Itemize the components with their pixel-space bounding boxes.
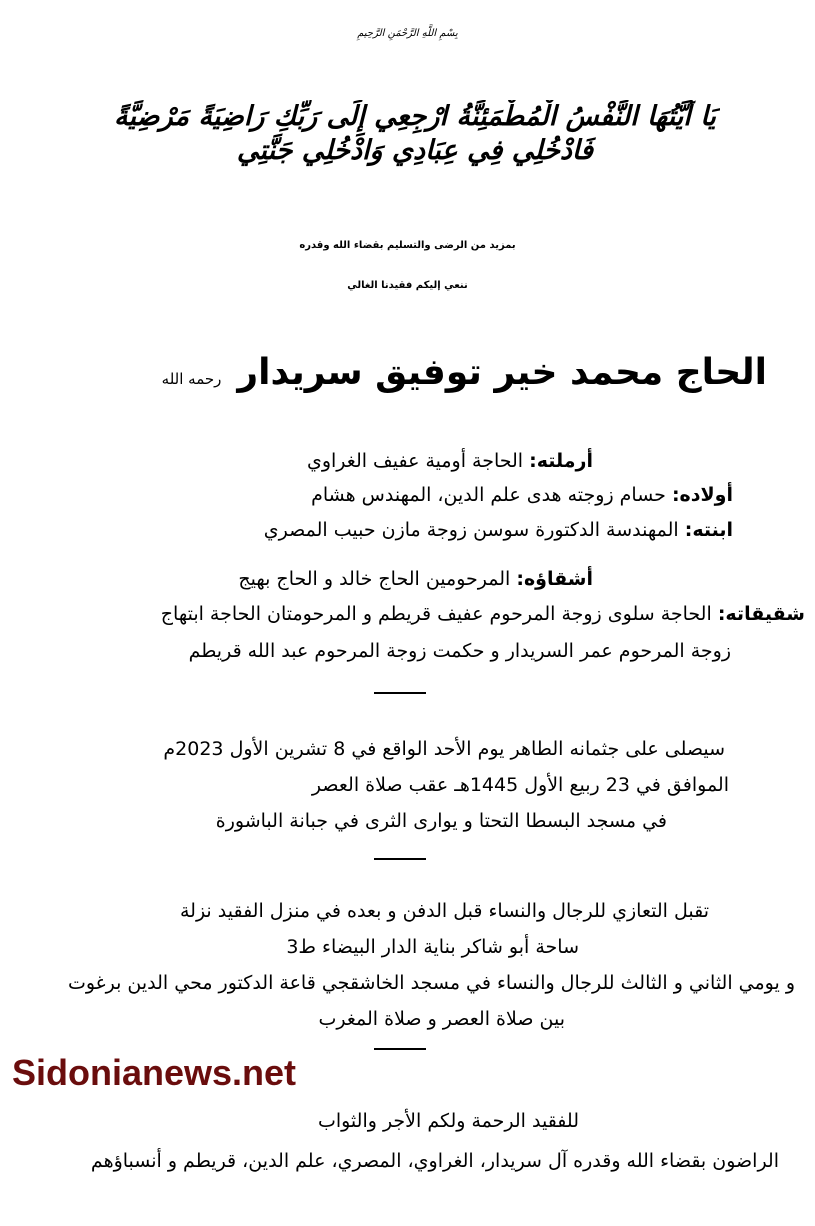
condolences-line-2: ساحة أبو شاكر بناية الدار البيضاء ط3 [286,936,579,958]
funeral-line-2: الموافق في 23 ربيع الأول 1445هـ عقب صلاة العصر [311,774,729,796]
sisters-text-1: الحاجة سلوى زوجة المرحوم عفيف قريطم و المرحومتان الحاجة ابتهاج [160,603,712,625]
widow-label: أرملته: [529,450,593,472]
brothers-row [238,568,593,590]
deceased-heading [162,352,767,393]
condolences-line-3: و يومي الثاني و الثالث للرجال والنساء في مسجد الخاشقجي قاعة الدكتور محي الدين برغوت [67,972,795,994]
daughter-label: ابنته: [684,519,733,541]
mercy-phrase: رحمه الله [161,370,222,388]
widow-text: الحاجة أومية عفيف الغراوي [306,450,524,472]
intro-line-1: بمزيد من الرضى والتسليم بقضاء الله وقدره [299,240,516,251]
closing-line-2: الراضون بقضاء الله وقدره آل سريدار، الغراوي، المصري، علم الدين، قريطم و أنسباؤهم [90,1150,779,1172]
sons-label: أولاده: [671,484,733,506]
funeral-line-1: سيصلى على جثمانه الطاهر يوم الأحد الواقع في 8 تشرين الأول 2023م [163,738,725,760]
intro-line-2: ننعي إليكم فقيدنا الغالي [347,280,468,291]
funeral-line-3: في مسجد البسطا التحتا و يوارى الثرى في جبانة الباشورة [215,810,667,832]
widow-row [307,450,593,472]
daughter-row [264,519,733,541]
sisters-label: شقيقاته: [717,603,805,625]
deceased-name: الحاج محمد خير توفيق سريدار [237,352,767,393]
brothers-text: المرحومين الحاج خالد و الحاج بهيج [238,568,511,590]
sons-row [311,484,733,506]
brothers-label: أشقاؤه: [516,568,593,590]
sons-text: حسام زوجته هدى علم الدين، المهندس هشام [311,484,666,506]
condolences-line-4: بين صلاة العصر و صلاة المغرب [318,1008,565,1030]
quran-verse-calligraphy: يَا أَيَّتُهَا النَّفْسُ الْمُطْمَئِنَّةُ ارْجِعِي إِلَى رَبِّكِ رَاضِيَةً مَرْضِيَّةً فَادْخُلِي فِي عِبَادِي وَادْخُلِي جَنَّتِي [114,101,716,166]
condolences-line-1: تقبل التعازي للرجال والنساء قبل الدفن و بعده في منزل الفقيد نزلة [179,900,709,922]
daughter-text: المهندسة الدكتورة سوسن زوجة مازن حبيب المصري [263,519,679,541]
closing-line-1: للفقيد الرحمة ولكم الأجر والثواب [317,1110,579,1132]
watermark-text: Sidonianews.net [12,1052,297,1093]
sisters-row [161,603,805,625]
divider [374,858,426,860]
divider [374,692,426,694]
sisters-row-2: زوجة المرحوم عمر السريدار و حكمت زوجة المرحوم عبد الله قريطم [188,640,731,662]
divider [374,1048,426,1050]
basmala-calligraphy: بِسْمِ اللَّهِ الرَّحْمَنِ الرَّحِيمِ [357,28,458,39]
